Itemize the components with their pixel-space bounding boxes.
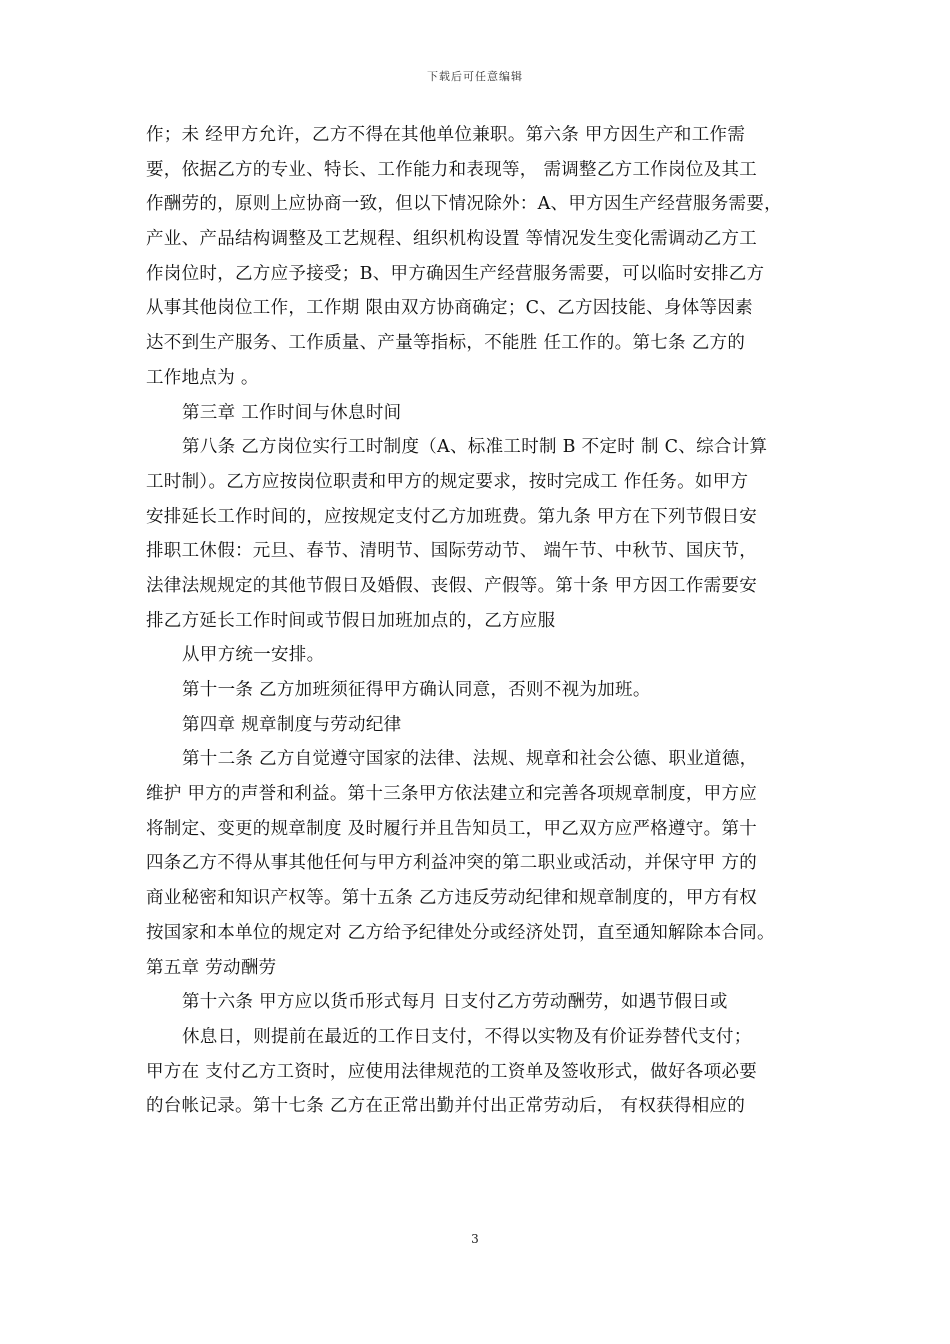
text-line: 第四章 规章制度与劳动纪律 xyxy=(182,714,402,735)
text-line: 休息日，则提前在最近的工作日支付，不得以实物及有价证券替代支付； xyxy=(182,1026,752,1047)
text-line: 工时制）。乙方应按岗位职责和甲方的规定要求，按时完成工 作任务。如甲方 xyxy=(146,471,749,492)
text-line: 要，依据乙方的专业、特长、工作能力和表现等， 需调整乙方工作岗位及其工 xyxy=(146,159,758,180)
text-line: 安排延长工作时间的，应按规定支付乙方加班费。第九条 甲方在下列节假日安 xyxy=(146,506,758,527)
page-header: 下载后可任意编辑 xyxy=(427,70,523,83)
text-line: 从甲方统一安排。 xyxy=(182,645,325,666)
document-body xyxy=(146,118,826,1124)
text-line: 将制定、变更的规章制度 及时履行并且告知员工，甲乙双方应严格遵守。第十 xyxy=(146,818,758,839)
text-line: 第五章 劳动酬劳 xyxy=(146,957,277,978)
text-line: 四条乙方不得从事其他任何与甲方利益冲突的第二职业或活动，并保守甲 方的 xyxy=(146,853,758,874)
text-line: 作岗位时，乙方应予接受；B、甲方确因生产经营服务需要，可以临时安排乙方 xyxy=(146,263,765,284)
text-line: 第十六条 甲方应以货币形式每月 日支付乙方劳动酬劳，如遇节假日或 xyxy=(182,992,728,1013)
text-line: 法律法规规定的其他节假日及婚假、丧假、产假等。第十条 甲方因工作需要安 xyxy=(146,575,758,596)
page-number: 3 xyxy=(471,1232,479,1246)
text-line: 甲方在 支付乙方工资时，应使用法律规范的工资单及签收形式，做好各项必要 xyxy=(146,1061,758,1082)
text-line: 排职工休假：元旦、春节、清明节、国际劳动节、 端午节、中秋节、国庆节， xyxy=(146,541,758,562)
text-line: 第十二条 乙方自觉遵守国家的法律、法规、规章和社会公德、职业道德， xyxy=(182,749,758,770)
text-line: 维护 甲方的声誉和利益。第十三条甲方依法建立和完善各项规章制度，甲方应 xyxy=(146,784,758,805)
text-line: 从事其他岗位工作，工作期 限由双方协商确定；C、乙方因技能、身体等因素 xyxy=(146,298,753,319)
text-line: 第三章 工作时间与休息时间 xyxy=(182,402,402,423)
text-line: 商业秘密和知识产权等。第十五条 乙方违反劳动纪律和规章制度的，甲方有权 xyxy=(146,888,758,909)
text-line: 作；未 经甲方允许，乙方不得在其他单位兼职。第六条 甲方因生产和工作需 xyxy=(146,125,746,145)
text-line: 第十一条 乙方加班须征得甲方确认同意，否则不视为加班。 xyxy=(182,680,651,700)
text-line: 产业、产品结构调整及工艺规程、组织机构设置 等情况发生变化需调动乙方工 xyxy=(146,229,758,250)
text-line: 按国家和本单位的规定对 乙方给予纪律处分或经济处罚，直至通知解除本合同。 xyxy=(146,922,775,943)
text-line: 的台帐记录。第十七条 乙方在正常出勤并付出正常劳动后， 有权获得相应的 xyxy=(146,1096,746,1117)
text-line: 作酬劳的，原则上应协商一致，但以下情况除外：A、甲方因生产经营服务需要， xyxy=(146,194,782,215)
text-line: 工作地点为 。 xyxy=(146,367,259,388)
text-line: 第八条 乙方岗位实行工时制度（A、标准工时制 B 不定时 制 C、综合计算 xyxy=(182,437,768,458)
text-line: 排乙方延长工作时间或节假日加班加点的，乙方应服 xyxy=(146,610,556,631)
text-line: 达不到生产服务、工作质量、产量等指标，不能胜 任工作的。第七条 乙方的 xyxy=(146,333,746,354)
